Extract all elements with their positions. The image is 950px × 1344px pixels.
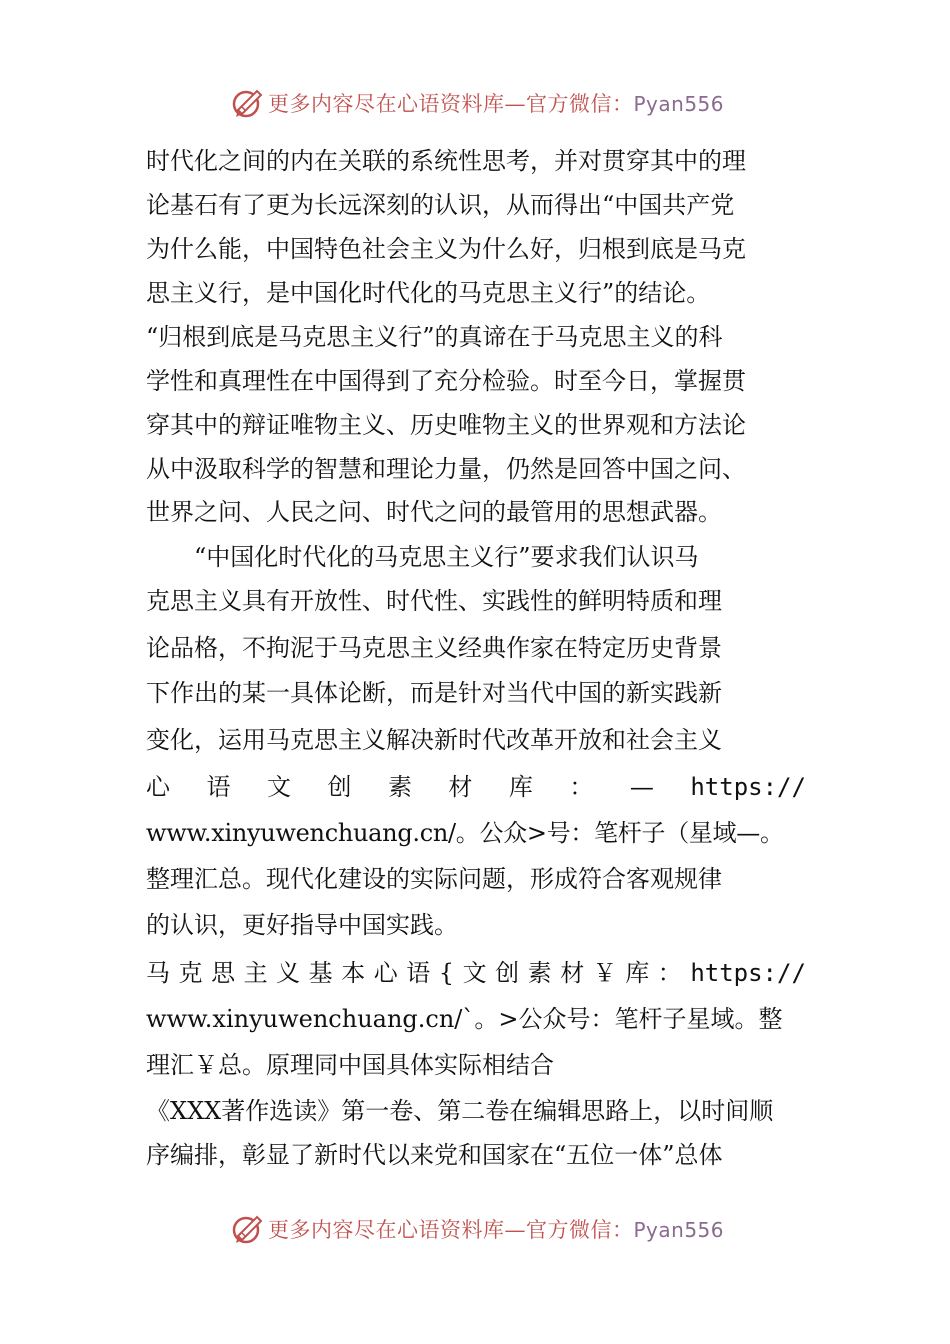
- watermark-char: 马: [146, 959, 170, 987]
- banner-text: 更多内容尽在心语资料库—官方微信：Pyan556: [268, 1218, 725, 1242]
- watermark-line: www.xinyuwenchuang.cn/`。>公众号：笔杆子星域。整: [146, 1005, 783, 1033]
- text-line: 克思主义具有开放性、时代性、实践性的鲜明特质和理: [146, 587, 722, 615]
- text-line: 《XXX著作选读》第一卷、第二卷在编辑思路上，以时间顺: [146, 1097, 774, 1125]
- wechat-id: Pyan556: [633, 92, 725, 116]
- watermark-char: 本: [341, 959, 366, 987]
- text-line: “中国化时代化的马克思主义行”要求我们认识马: [146, 543, 699, 571]
- watermark-char: 创: [495, 959, 520, 987]
- watermark-char: 思: [211, 959, 236, 987]
- header-banner: [230, 83, 750, 123]
- text-line: “归根到底是马克思主义行”的真谛在于马克思主义的科: [146, 323, 723, 351]
- watermark-char: ￥: [592, 959, 617, 987]
- watermark-line: www.xinyuwenchuang.cn/。公众>号：笔杆子（星域—。: [146, 819, 784, 847]
- pen-logo-icon: [230, 86, 264, 120]
- watermark-char: 义: [276, 959, 301, 987]
- watermark-char: {: [438, 959, 455, 987]
- text-line: 从中汲取科学的智慧和理论力量，仍然是回答中国之问、: [146, 455, 746, 483]
- text-line: 穿其中的辩证唯物主义、历史唯物主义的世界观和方法论: [146, 411, 746, 439]
- watermark-url: https://: [690, 773, 806, 801]
- watermark-url: https://: [690, 959, 806, 987]
- text-line: 序编排，彰显了新时代以来党和国家在“五位一体”总体: [146, 1141, 723, 1169]
- watermark-char: ：: [569, 773, 594, 801]
- text-line: 学性和真理性在中国得到了充分检验。时至今日，掌握贯: [146, 367, 746, 395]
- text-line: 下作出的某一具体论断，而是针对当代中国的新实践新: [146, 679, 722, 707]
- text-line: 变化，运用马克思主义解决新时代改革开放和社会主义: [146, 726, 722, 754]
- text-line: 世界之问、人民之问、时代之问的最管用的思想武器。: [146, 498, 722, 526]
- watermark-char: ：: [657, 959, 682, 987]
- watermark-char: 主: [243, 959, 268, 987]
- text-line: 论基石有了更为长远深刻的认识，从而得出“中国共产党: [146, 191, 735, 219]
- wechat-id: Pyan556: [633, 1218, 725, 1242]
- text-line: 整理汇总。现代化建设的实际问题，形成符合客观规律: [146, 865, 722, 893]
- watermark-char: 素: [527, 959, 552, 987]
- watermark-char: 库: [625, 959, 650, 987]
- watermark-line: [146, 767, 806, 807]
- watermark-char: 材: [448, 773, 473, 801]
- watermark-char: 心: [373, 959, 398, 987]
- watermark-char: 克: [178, 959, 203, 987]
- watermark-char: 基: [308, 959, 333, 987]
- watermark-char: 库: [508, 773, 533, 801]
- watermark-char: 文: [266, 773, 291, 801]
- watermark-char: 素: [387, 773, 412, 801]
- text-line: 时代化之间的内在关联的系统性思考，并对贯穿其中的理: [146, 147, 746, 175]
- watermark-char: 创: [327, 773, 352, 801]
- watermark-line: [146, 953, 806, 993]
- footer-banner: [230, 1209, 750, 1249]
- text-line: 的认识，更好指导中国实践。: [146, 911, 458, 939]
- watermark-char: 语: [206, 773, 231, 801]
- watermark-char: —: [629, 773, 654, 801]
- watermark-char: 语: [406, 959, 431, 987]
- banner-text: 更多内容尽在心语资料库—官方微信：Pyan556: [268, 92, 725, 116]
- text-line: 思主义行，是中国化时代化的马克思主义行”的结论。: [146, 279, 711, 307]
- watermark-char: 文: [462, 959, 487, 987]
- pen-logo-icon: [230, 1212, 264, 1246]
- watermark-char: 材: [560, 959, 585, 987]
- text-line: 理汇￥总。原理同中国具体实际相结合: [146, 1051, 554, 1079]
- watermark-char: 心: [146, 773, 170, 801]
- text-line: 为什么能，中国特色社会主义为什么好，归根到底是马克: [146, 235, 746, 263]
- text-line: 论品格，不拘泥于马克思主义经典作家在特定历史背景: [146, 634, 722, 662]
